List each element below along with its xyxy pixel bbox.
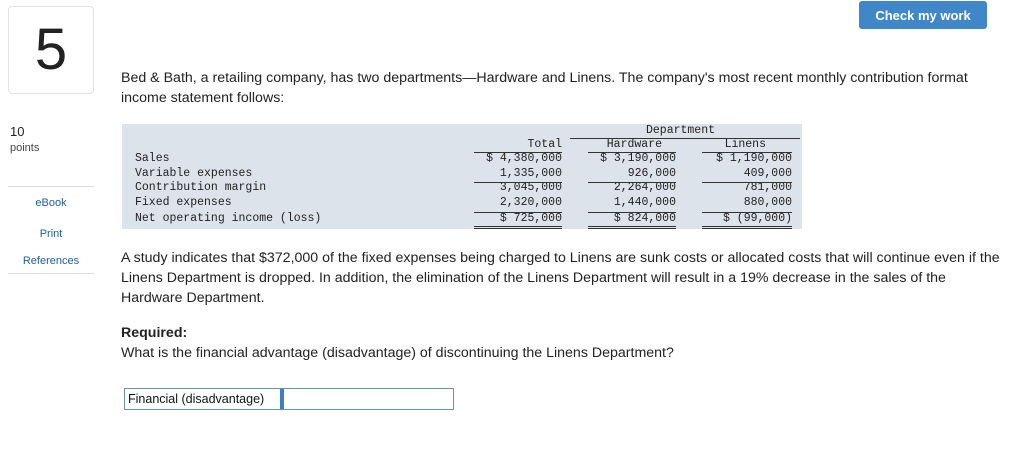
question-number: 5 [34, 17, 68, 82]
column-header-total: Total [527, 138, 562, 151]
intro-text: Bed & Bath, a retailing company, has two departments—Hardware and Linens. The company's most recent monthly contribution format income statement follows: [121, 70, 968, 106]
row-label-contribution-margin: Contribution margin [135, 181, 267, 194]
answer-label: Financial (disadvantage) [125, 389, 282, 409]
hardware-subtotal-rule [588, 182, 676, 183]
cell-sales-hardware: $ 3,190,000 [600, 152, 676, 165]
required-question: What is the financial advantage (disadvantage) of discontinuing the Linens Department? [121, 345, 674, 361]
cell-fixed-hardware: 1,440,000 [613, 196, 676, 209]
points-info [10, 124, 39, 156]
points-value: 10 [10, 124, 25, 139]
cell-noi-total: $ 725,000 [499, 212, 562, 225]
total-double-rule-2 [474, 228, 562, 229]
linens-double-rule-1 [702, 226, 792, 227]
income-statement [122, 124, 802, 229]
hardware-double-rule-2 [588, 228, 676, 229]
study-text: A study indicates that $372,000 of the fixed expenses being charged to Linens are sunk costs or allocated costs that will continue even if the Linens Department is dropped. In addition, the elimination of the Linens Department will result in a 19% decrease in the sales of the Hardware Department. [121, 250, 1000, 306]
row-label-net-operating-income: Net operating income (loss) [135, 212, 322, 225]
question-number-box [8, 6, 94, 94]
cell-variable-hardware: 926,000 [627, 167, 676, 180]
financial-advantage-input[interactable] [282, 389, 453, 409]
row-label-sales: Sales [135, 152, 170, 165]
cell-contribution-total: 3,045,000 [499, 181, 562, 194]
department-header: Department [646, 124, 716, 137]
required-title: Required: [121, 325, 188, 341]
row-label-fixed-expenses: Fixed expenses [135, 196, 232, 209]
linens-subtotal-rule [702, 182, 792, 183]
cell-variable-linens: 409,000 [743, 167, 792, 180]
cell-variable-total: 1,335,000 [499, 167, 562, 180]
hardware-double-rule-1 [588, 226, 676, 227]
ebook-link[interactable]: eBook [35, 197, 67, 209]
points-label: points [10, 142, 40, 154]
cell-fixed-linens: 880,000 [743, 196, 792, 209]
check-my-work-button[interactable]: Check my work [859, 1, 987, 29]
answer-row [124, 388, 454, 410]
total-noi-rule [474, 212, 562, 213]
sidebar-tools [8, 186, 94, 274]
hardware-noi-rule [588, 212, 676, 213]
cell-contribution-hardware: 2,264,000 [613, 181, 676, 194]
cell-sales-total: $ 4,380,000 [486, 152, 562, 165]
row-label-variable-expenses: Variable expenses [135, 167, 253, 180]
cell-noi-hardware: $ 824,000 [613, 212, 676, 225]
cell-noi-linens: $ (99,000) [722, 212, 792, 225]
column-header-linens: Linens [724, 138, 766, 151]
total-subtotal-rule [474, 182, 562, 183]
linens-double-rule-2 [702, 228, 792, 229]
cell-sales-linens: $ 1,190,000 [716, 152, 792, 165]
references-link[interactable]: References [22, 255, 80, 267]
cell-contribution-linens: 781,000 [743, 181, 792, 194]
cell-fixed-total: 2,320,000 [499, 196, 562, 209]
total-double-rule-1 [474, 226, 562, 227]
column-header-hardware: Hardware [606, 138, 662, 151]
linens-noi-rule [702, 212, 792, 213]
print-link[interactable]: Print [39, 228, 63, 240]
